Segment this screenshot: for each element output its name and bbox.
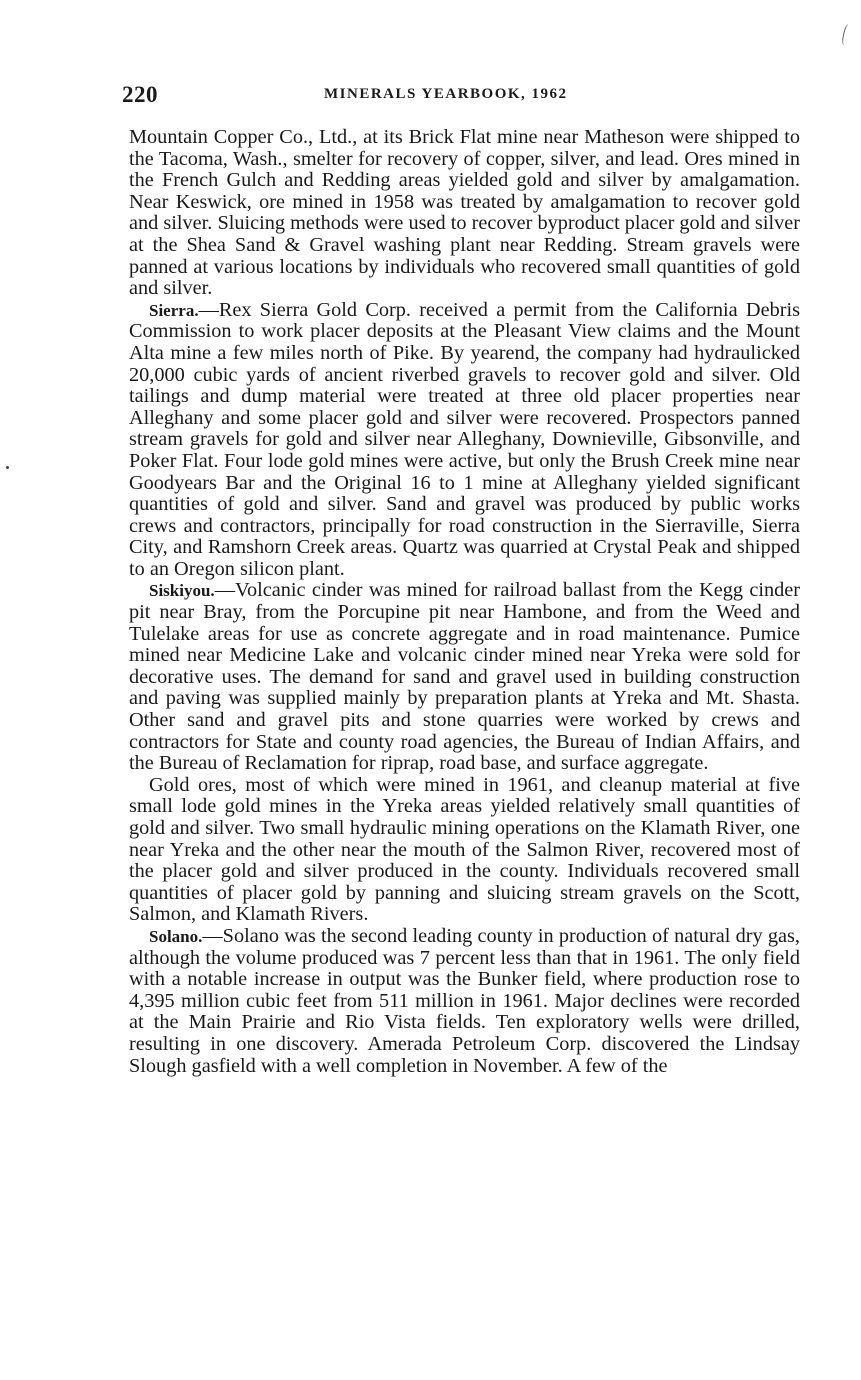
paragraph-shasta-continued [129,127,800,300]
paragraph-siskiyou [129,580,800,774]
margin-pencil-mark [841,24,852,47]
paragraph-solano [129,926,800,1077]
page-header [122,82,802,112]
scan-speck [6,466,9,469]
page-number: 220 [122,82,158,107]
paragraph-text: Mountain Copper Co., Ltd., at its Brick Flat mine near Matheson were shipped to the Tacoma, Wash., smelter for recovery of copper, silver, and lead. Ores mined in the French Gulch and Redding areas yielded gold and silver by amalgamation. Near Keswick, ore mined in 1958 was treated by amalgamation to recover gold and silver. Sluicing methods were used to recover byproduct placer gold and silver at the Shea Sand & Gravel washing plant near Redding. Stream gravels were panned at various locations by individuals who recovered small quantities of gold and silver. [129,126,800,300]
county-heading-solano: Solano. [149,926,203,946]
paragraph-sierra [129,300,800,581]
paragraph-text: —Volcanic cinder was mined for railroad ballast from the Kegg cinder pit near Bray, from the Porcupine pit near Hambone, and from the Weed and Tulelake areas for use as concrete aggregate and in road maintenance. Pumice mined near Medicine Lake and volcanic cinder mined near Yreka were sold for decorative uses. The demand for sand and gravel used in building construction and paving was supplied mainly by preparation plants at Yreka and Mt. Shasta. Other sand and gravel pits and stone quarries were worked by crews and contractors for State and county road agencies, the Bureau of Indian Affairs, and the Bureau of Reclamation for riprap, road base, and surface aggregate. [129,579,800,775]
paragraph-siskiyou-gold [129,775,800,926]
body-text [129,127,800,1077]
paragraph-text: —Rex Sierra Gold Corp. received a permit from the California Debris Commission to work placer deposits at the Pleasant View claims and the Mount Alta mine a few miles north of Pike. By yearend, the company had hydraulicked 20,000 cubic yards of ancient riverbed gravels to recover gold and silver. Old tailings and dump material were treated at three old placer properties near Alleghany and some placer gold and silver were recovered. Prospectors panned stream gravels for gold and silver near Alleghany, Downieville, Gibsonville, and Poker Flat. Four lode gold mines were active, but only the Brush Creek mine near Goodyears Bar and the Original 16 to 1 mine at Alleghany yielded significant quantities of gold and silver. Sand and gravel was produced by public works crews and contractors, principally for road construction in the Sierraville, Sierra City, and Ramshorn Creek areas. Quartz was quarried at Crystal Peak and shipped to an Oregon silicon plant. [129,298,800,580]
county-heading-sierra: Sierra. [149,300,199,320]
running-title: MINERALS YEARBOOK, 1962 [324,86,568,102]
paragraph-text: Gold ores, most of which were mined in 1961, and cleanup material at five small lode gold mines in the Yreka areas yielded relatively small quantities of gold and silver. Two small hydraulic mining operations on the Klamath River, one near Yreka and the other near the mouth of the Salmon River, recovered most of the placer gold and silver produced in the county. Individuals recovered small quantities of placer gold by panning and sluicing stream gravels on the Scott, Salmon, and Klamath Rivers. [129,773,800,926]
paragraph-text: —Solano was the second leading county in production of natural dry gas, although the volume produced was 7 percent less than that in 1961. The only field with a notable increase in output was the Bunker field, where production rose to 4,395 million cubic feet from 511 million in 1961. Major declines were recorded at the Main Prairie and Rio Vista fields. Ten exploratory wells were drilled, resulting in one discovery. Amerada Petroleum Corp. discovered the Lindsay Slough gasfield with a well completion in November. A few of the [129,924,800,1077]
county-heading-siskiyou: Siskiyou. [149,581,215,601]
